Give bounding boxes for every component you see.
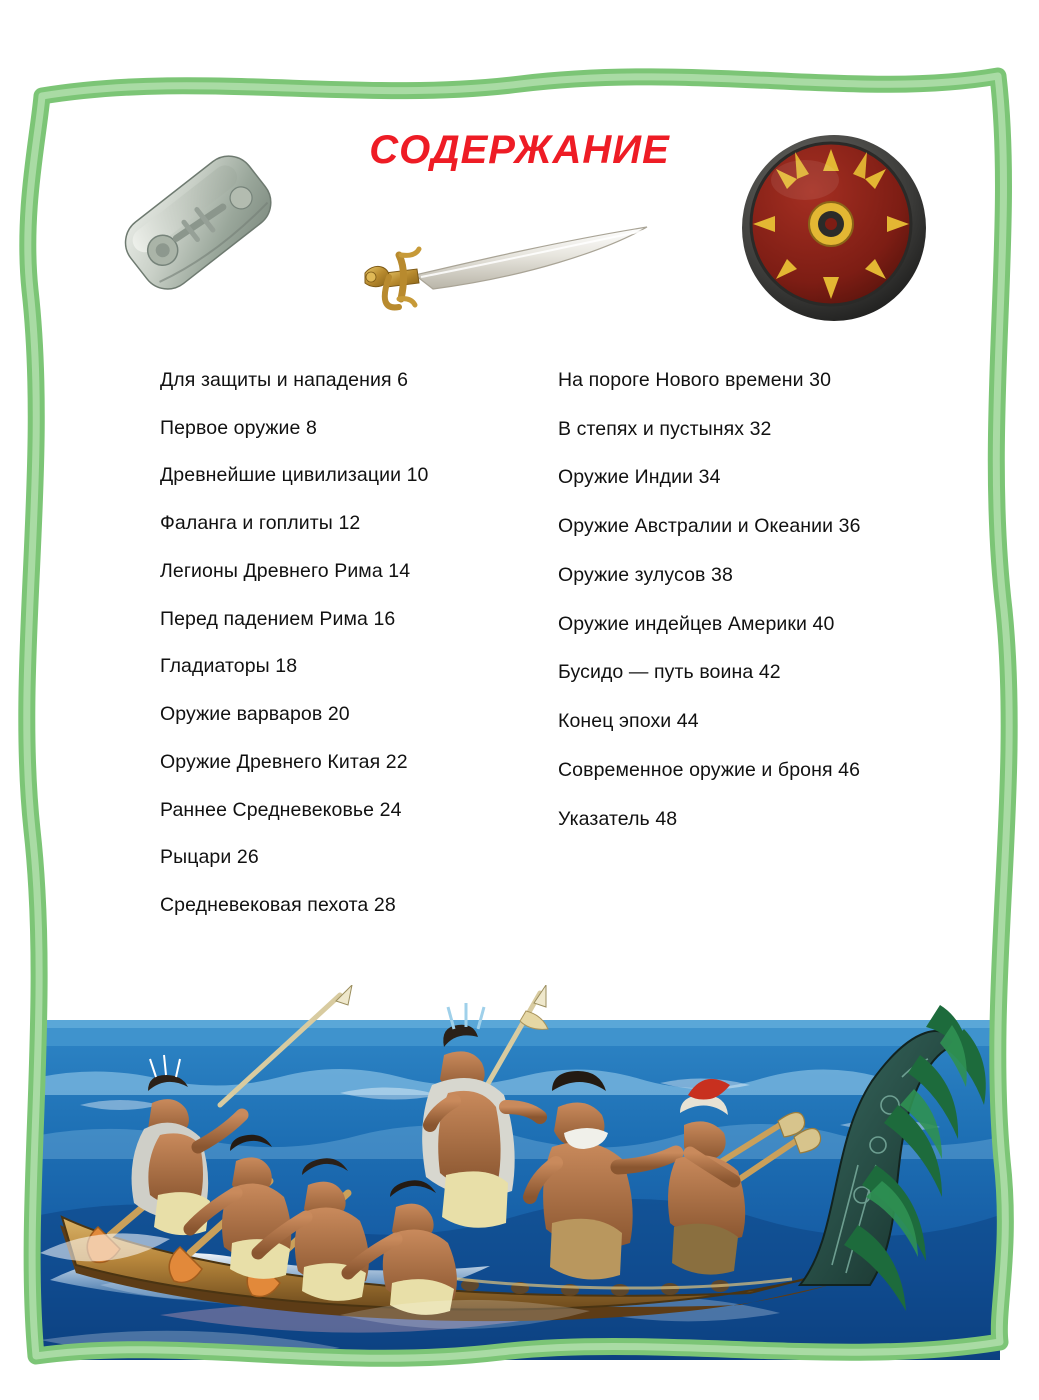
- toc-entry[interactable]: Средневековая пехота 28: [160, 894, 396, 917]
- toc-entry[interactable]: На пороге Нового времени 30: [558, 369, 832, 391]
- toc-entry[interactable]: Первое оружие 8: [160, 416, 317, 439]
- toc-entry[interactable]: Современное оружие и броня 46: [558, 758, 861, 781]
- toc-entry[interactable]: Гладиаторы 18: [160, 655, 298, 678]
- toc-entry[interactable]: Оружие Австралии и Океании 36: [558, 515, 861, 538]
- toc-column-left: [160, 368, 500, 941]
- toc-entry[interactable]: Древнейшие цивилизации 10: [160, 464, 429, 487]
- toc-entry[interactable]: В степях и пустынях 32: [558, 417, 772, 440]
- toc-entry[interactable]: Легионы Древнего Рима 14: [160, 559, 411, 582]
- table-of-contents: [160, 368, 900, 941]
- toc-entry[interactable]: Оружие варваров 20: [160, 703, 350, 726]
- page-title: СОДЕРЖАНИЕ: [369, 128, 670, 172]
- toc-entry[interactable]: Оружие Индии 34: [558, 466, 721, 489]
- toc-entry[interactable]: Оружие Древнего Китая 22: [160, 750, 408, 773]
- toc-entry[interactable]: Для защиты и нападения 6: [160, 369, 409, 391]
- toc-entry[interactable]: Раннее Средневековье 24: [160, 798, 402, 821]
- toc-entry[interactable]: Указатель 48: [558, 807, 678, 830]
- sabre-illustration: [355, 215, 665, 325]
- toc-entry[interactable]: Рыцари 26: [160, 846, 259, 869]
- toc-entry[interactable]: Перед падением Рима 16: [160, 607, 396, 630]
- toc-entry[interactable]: Конец эпохи 44: [558, 710, 699, 733]
- toc-entry[interactable]: Оружие зулусов 38: [558, 563, 733, 586]
- toc-entry[interactable]: Оружие индейцев Америки 40: [558, 612, 835, 635]
- toc-entry[interactable]: Бусидо — путь воина 42: [558, 661, 781, 684]
- maori-war-canoe-illustration: [40, 985, 1000, 1360]
- toc-entry[interactable]: Фаланга и гоплиты 12: [160, 512, 361, 535]
- toc-column-right: [558, 368, 898, 941]
